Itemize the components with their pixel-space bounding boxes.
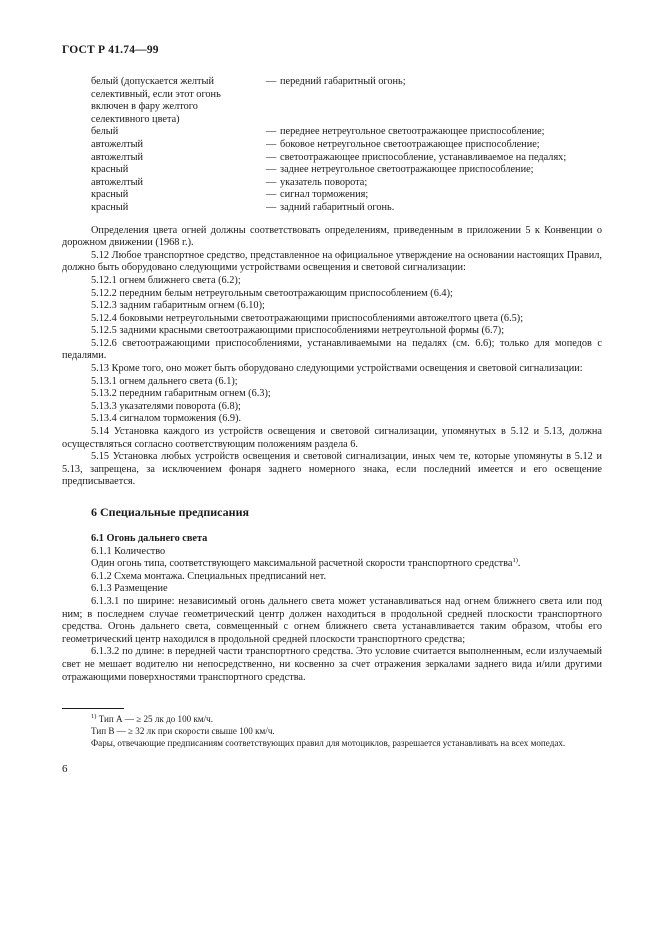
- definition-row: [91, 189, 602, 202]
- dash: —: [266, 151, 277, 163]
- document-page: [62, 44, 602, 775]
- paragraph-color-definitions: Определения цвета огней должны соответствовать определениям, приведенным в приложении 5 к Конвенции о дорожном движении (1968 г.).: [62, 224, 602, 249]
- definition-color: красный: [91, 201, 129, 213]
- document-header: ГОСТ Р 41.74—99: [62, 44, 159, 56]
- item-5-12-4: 5.12.4 боковыми нетреугольными светоотражающими приспособлениями автожелтого цвета (6.5);: [91, 312, 524, 324]
- definition-row: [91, 139, 602, 152]
- item-6-1-3-1: 6.1.3.1 по ширине: независимый огонь дальнего света может устанавливаться над огнем ближнего света или под ним; в последнем случае геометрический центр должен находиться в продольной средней плоскости транспортного средства. Огонь дальнего света, совмещенный с огнем ближнего света устанавливается таким образом, чтобы его геометрический центр находился в продольной средней плоскости транспортного средства;: [62, 595, 602, 645]
- definition-color: автожелтый: [91, 176, 144, 188]
- footnote-line-1: [62, 713, 602, 725]
- item-6-1-1: 6.1.1 Количество: [91, 545, 166, 557]
- footnote-mark: 1): [91, 713, 97, 721]
- item-5-13-2: 5.13.2 передним габаритным огнем (6.3);: [91, 388, 271, 400]
- subsection-title: 6.1 Огонь дальнего света: [91, 533, 208, 544]
- footnote-text-1: Тип А — ≥ 25 лк до 100 км/ч.: [96, 714, 214, 725]
- definition-color: красный: [91, 164, 129, 176]
- definition-desc: заднее нетреугольное светоотражающее приспособление;: [280, 164, 534, 176]
- dash: —: [266, 201, 277, 213]
- item-5-13-1: 5.13.1 огнем дальнего света (6.1);: [91, 375, 238, 387]
- one-light-text: Один огонь типа, соответствующего максимальной расчетной скорости транспортного средства: [91, 558, 513, 570]
- definition-color: белый (допускается желтый селективный, если этот огонь включен в фару желтого селективного цвета): [91, 76, 221, 125]
- definition-color: автожелтый: [91, 151, 144, 163]
- item-5-13-3: 5.13.3 указателями поворота (6.8);: [91, 400, 241, 412]
- item-5-12-6: 5.12.6 светоотражающими приспособлениями, устанавливаемыми на педалях (см. 6.6); только для мопедов с педалями.: [62, 337, 602, 362]
- definition-row: [91, 76, 602, 126]
- definition-row: [91, 177, 602, 190]
- definition-desc: переднее нетреугольное светоотражающее приспособление;: [280, 126, 545, 138]
- definition-color: белый: [91, 126, 119, 138]
- definition-desc: передний габаритный огонь;: [280, 76, 406, 87]
- dash: —: [266, 138, 277, 150]
- definition-desc: задний габаритный огонь.: [280, 201, 395, 213]
- item-5-12-2: 5.12.2 передним белым нетреугольным светоотражающим приспособлением (6.4);: [91, 287, 453, 299]
- dash: —: [266, 176, 277, 188]
- dash: —: [266, 76, 277, 87]
- footnote-line-3: Фары, отвечающие предписаниям соответствующих правил для мотоциклов, разрешается устанавливать на всех мопедах.: [91, 738, 566, 749]
- definition-desc: боковое нетреугольное светоотражающее приспособление;: [280, 138, 540, 150]
- item-5-12-1: 5.12.1 огнем ближнего света (6.2);: [91, 274, 241, 286]
- dash: —: [266, 126, 277, 138]
- footnote-line-2: Тип В — ≥ 32 лк при скорости свыше 100 км/ч.: [91, 726, 275, 737]
- dash: —: [266, 164, 277, 176]
- page-number: 6: [62, 763, 68, 776]
- item-6-1-3: 6.1.3 Размещение: [91, 583, 168, 595]
- one-light-tail: .: [517, 558, 521, 570]
- paragraph-5-12: 5.12 Любое транспортное средство, представленное на официальное утверждение на основании настоящих Правил, должно быть оборудовано следующими устройствами освещения и световой сигнализации:: [62, 249, 602, 274]
- paragraph-5-15: 5.15 Установка любых устройств освещения и световой сигнализации, иных чем те, которые упомянуты в 5.12 и 5.13, запрещена, за исключением фонаря заднего номерного знака, если последний имеется и его освещение предписывается.: [62, 451, 602, 488]
- item-5-12-5: 5.12.5 задними красными светоотражающими приспособлениями нетреугольной формы (6.7);: [91, 325, 505, 337]
- section-title: 6 Специальные предписания: [91, 505, 249, 519]
- footnote-separator: [62, 708, 124, 709]
- dash: —: [266, 189, 277, 201]
- definition-row: [91, 126, 602, 139]
- item-6-1-3-2: 6.1.3.2 по длине: в передней части транспортного средства. Это условие считается выполненным, если излучаемый свет не мешает водителю ни непосредственно, ни косвенно за счет отражения зеркалами заднего вида и/или другими отражающими поверхностями транспортного средства.: [62, 646, 602, 683]
- item-5-12-3: 5.12.3 задним габаритным огнем (6.10);: [91, 300, 265, 312]
- footnote-reference: 1): [512, 557, 518, 565]
- definition-row: [91, 202, 602, 215]
- item-6-1-2: 6.1.2 Схема монтажа. Специальных предписаний нет.: [91, 570, 327, 582]
- paragraph-5-13: 5.13 Кроме того, оно может быть оборудовано следующими устройствами освещения и световой сигнализации:: [91, 363, 583, 375]
- definition-desc: сигнал торможения;: [280, 189, 369, 201]
- definition-color: красный: [91, 189, 129, 201]
- definition-desc: светоотражающее приспособление, устанавливаемое на педалях;: [280, 151, 567, 163]
- paragraph-5-14: 5.14 Установка каждого из устройств освещения и световой сигнализации, упомянутых в 5.12 и 5.13, должна осуществляться согласно соответствующим положениям раздела 6.: [62, 426, 602, 450]
- definition-desc: указатель поворота;: [280, 176, 368, 188]
- item-5-13-4: 5.13.4 сигналом торможения (6.9).: [91, 413, 242, 425]
- definition-color: автожелтый: [91, 138, 144, 150]
- color-definitions-list: [91, 76, 602, 215]
- definition-row: [91, 152, 602, 165]
- paragraph-one-light: [62, 558, 602, 571]
- definition-row: [91, 164, 602, 177]
